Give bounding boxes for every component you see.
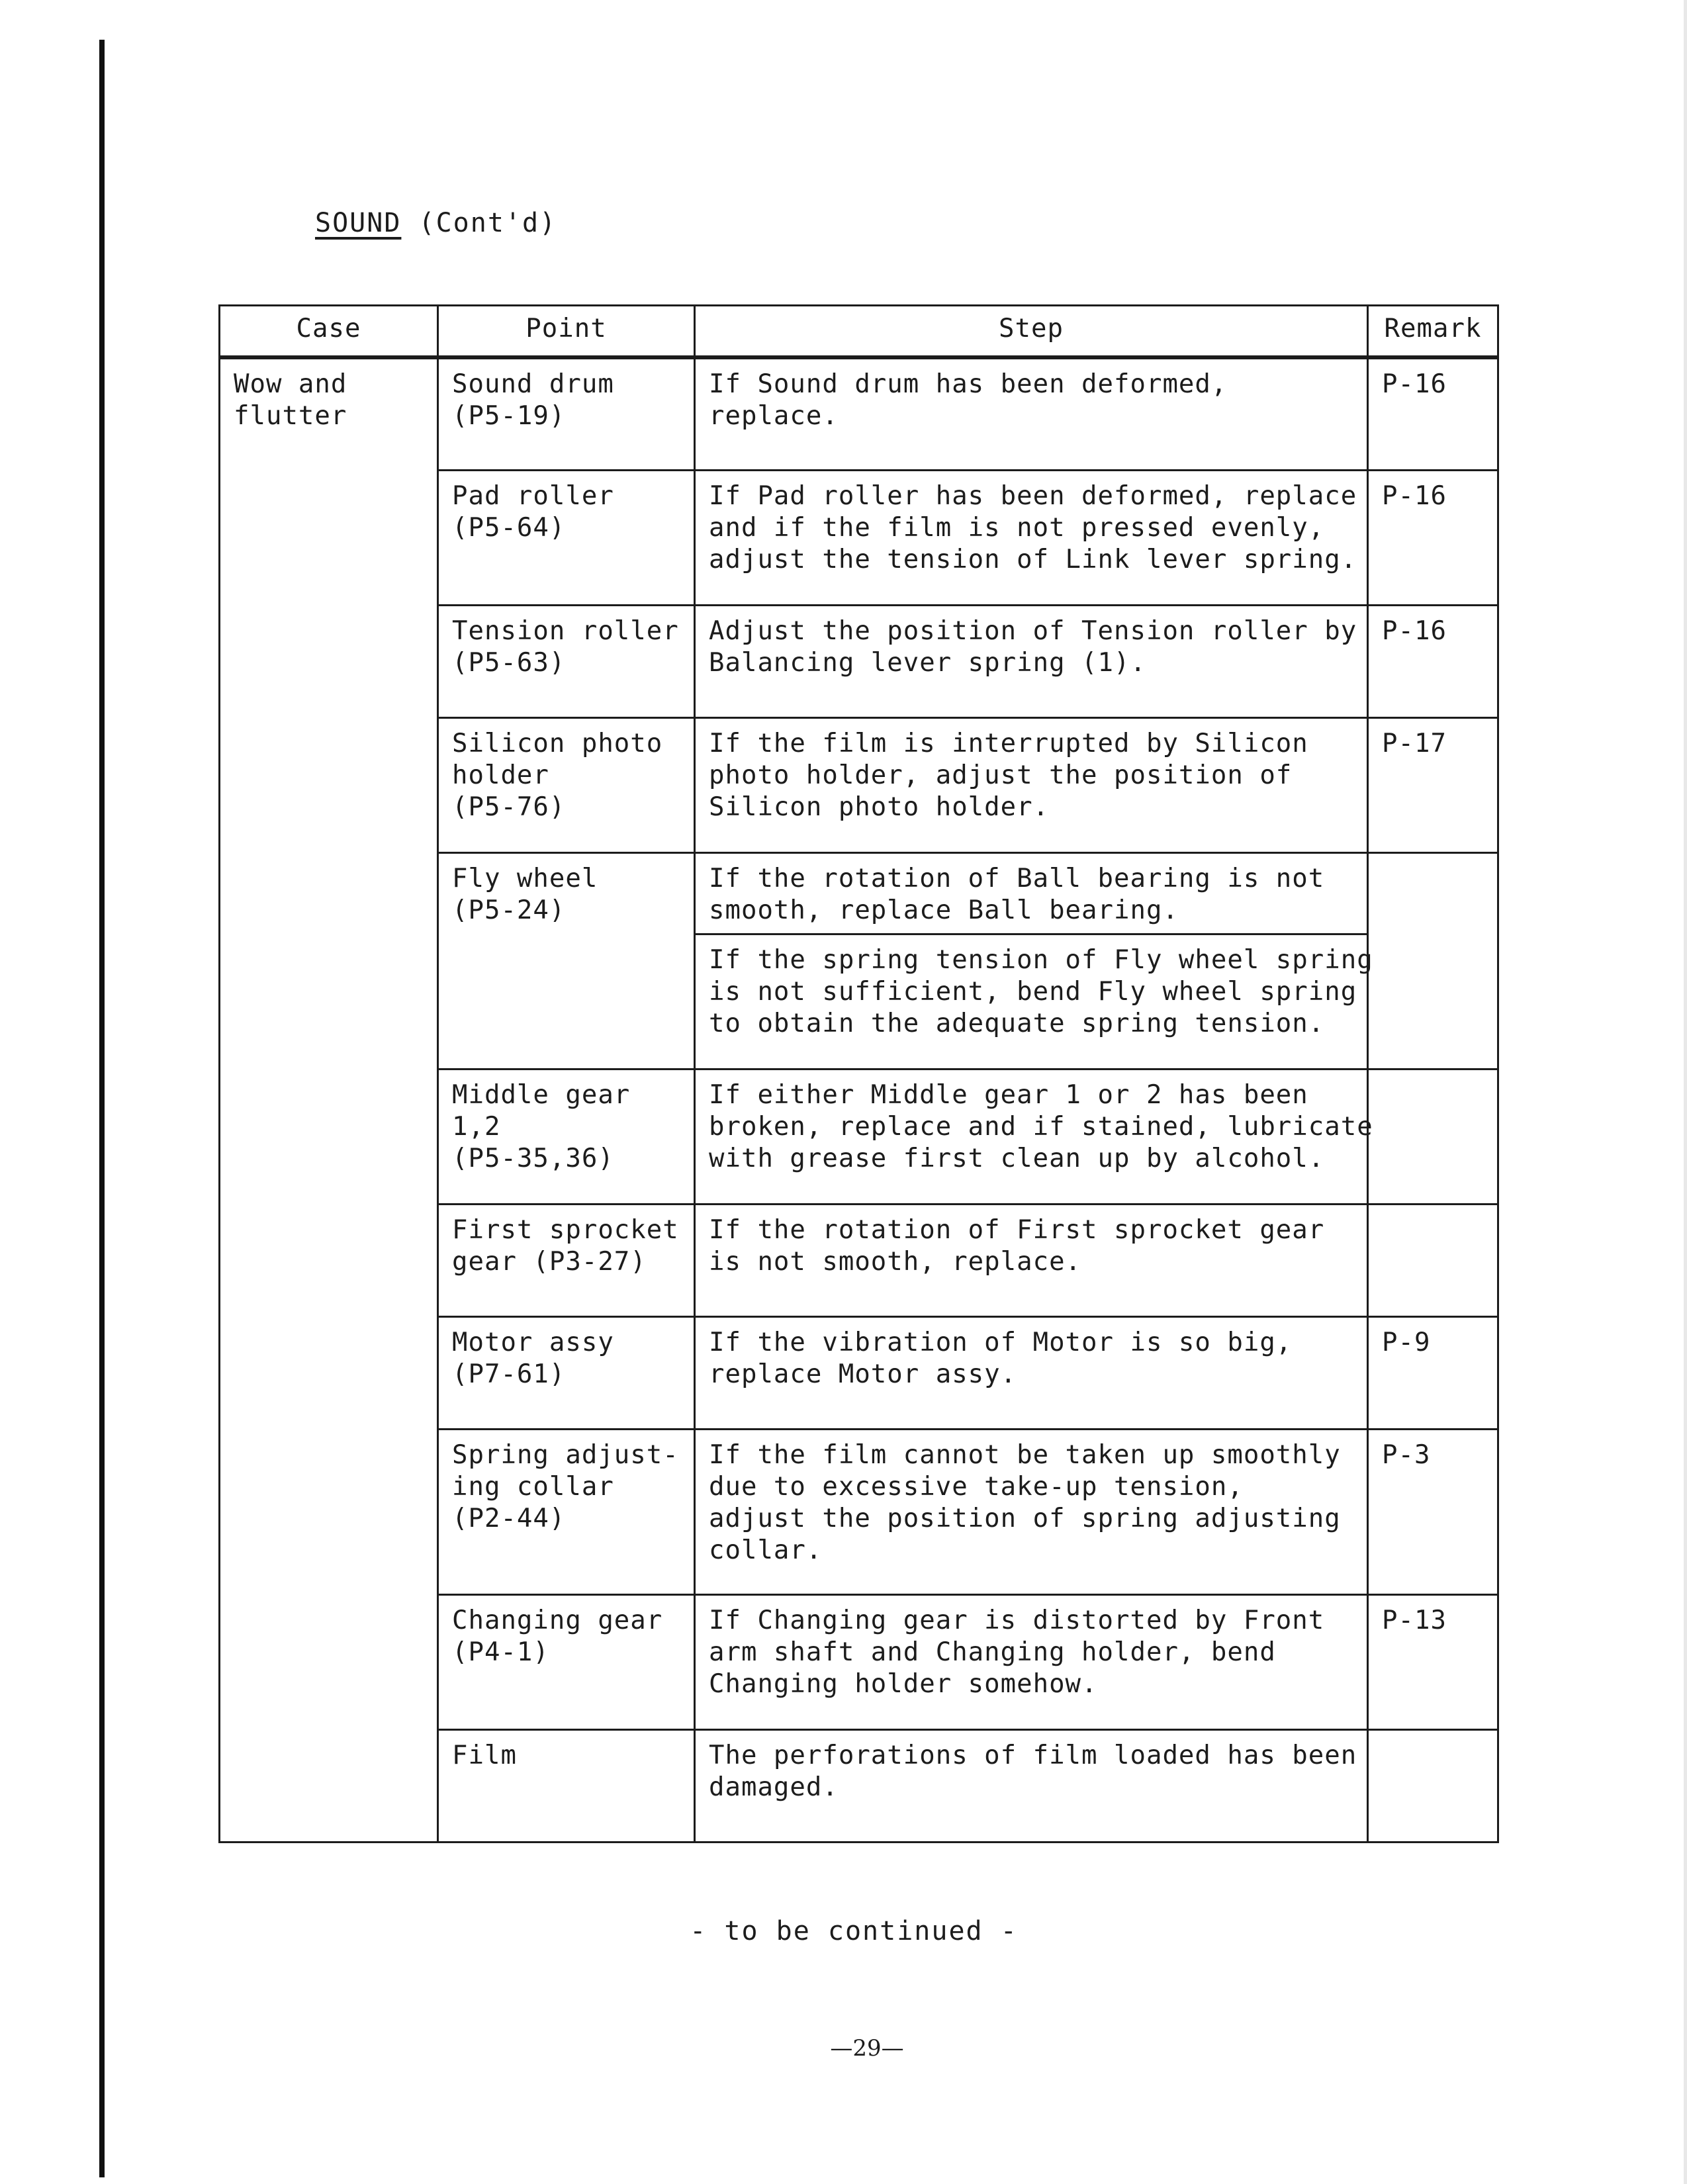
step-cell [695, 934, 1373, 1069]
text-line: Balancing lever spring (1). [709, 647, 1146, 678]
text-line: holder [452, 760, 549, 790]
step-cell [695, 1069, 1373, 1204]
text-line: and if the film is not pressed evenly, [709, 512, 1325, 543]
text-line: (P5-19) [452, 401, 566, 431]
text-line: Silicon photo holder. [709, 792, 1050, 822]
text-line: The perforations of film loaded has been [709, 1740, 1357, 1770]
column-header-point: Point [438, 306, 695, 358]
text-line: adjust the position of spring adjusting [709, 1503, 1341, 1533]
column-header-remark: Remark [1368, 306, 1498, 358]
text-line: Motor assy [452, 1327, 614, 1357]
text-line: (P4-1) [452, 1637, 549, 1667]
text-line: Pad roller [452, 480, 614, 511]
text-line: (P5-24) [452, 895, 566, 925]
text-line: If either Middle gear 1 or 2 has been [709, 1079, 1308, 1110]
point-cell [438, 1594, 695, 1729]
text-line: Changing gear [452, 1605, 663, 1635]
step-cell [695, 1429, 1368, 1594]
case-cell [220, 357, 438, 1842]
remark-cell: P-9 [1368, 1316, 1498, 1429]
remark-cell: P-3 [1368, 1429, 1498, 1594]
text-line: (P7-61) [452, 1359, 566, 1389]
step-cell [695, 1729, 1368, 1842]
text-line: Spring adjust- [452, 1439, 679, 1470]
text-line: If the film cannot be taken up smoothly [709, 1439, 1341, 1470]
text-line: Tension roller [452, 615, 679, 646]
column-header-case: Case [220, 306, 438, 358]
step-cell [695, 605, 1368, 717]
section-title: SOUND [315, 208, 402, 238]
remark-cell [1368, 1729, 1498, 1842]
text-line: due to excessive take-up tension, [709, 1471, 1244, 1502]
text-line: Sound drum [452, 369, 614, 399]
text-line: (P5-63) [452, 647, 566, 678]
text-line: ing collar [452, 1471, 614, 1502]
text-line: If the rotation of First sprocket gear [709, 1214, 1325, 1245]
step-cell [695, 470, 1368, 605]
remark-cell: P-13 [1368, 1594, 1498, 1729]
point-cell [438, 1729, 695, 1842]
text-line: is not sufficient, bend Fly wheel spring [709, 976, 1357, 1007]
text-line: is not smooth, replace. [709, 1246, 1082, 1277]
text-line: If Changing gear is distorted by Front [709, 1605, 1325, 1635]
remark-cell [1368, 1069, 1498, 1204]
remark-cell [1368, 1204, 1498, 1316]
point-cell [438, 357, 695, 470]
text-line: adjust the tension of Link lever spring. [709, 544, 1357, 574]
table-row [220, 357, 1498, 470]
continued-note: - to be continued - [690, 1916, 1018, 1946]
point-cell [438, 470, 695, 605]
text-line: damaged. [709, 1772, 839, 1802]
text-line: 1,2 [452, 1111, 501, 1142]
text-line: If Sound drum has been deformed, [709, 369, 1228, 399]
remark-cell: P-17 [1368, 717, 1498, 852]
scan-edge-right [1684, 0, 1687, 2184]
text-line: First sprocket [452, 1214, 679, 1245]
text-line: flutter [234, 401, 347, 431]
text-line: Wow and [234, 369, 347, 399]
point-cell [438, 1069, 695, 1204]
remark-cell: P-16 [1368, 357, 1498, 470]
text-line: If Pad roller has been deformed, replace [709, 480, 1357, 511]
text-line: replace. [709, 401, 839, 431]
text-line: Silicon photo [452, 728, 663, 758]
text-line: Adjust the position of Tension roller by [709, 615, 1357, 646]
text-line: If the film is interrupted by Silicon [709, 728, 1308, 758]
column-header-step: Step [695, 306, 1368, 358]
step-cell [695, 1594, 1368, 1729]
text-line: gear (P3-27) [452, 1246, 647, 1277]
text-line: collar. [709, 1535, 823, 1565]
text-line: smooth, replace Ball bearing. [709, 895, 1179, 925]
point-cell [438, 1204, 695, 1316]
point-cell [438, 1316, 695, 1429]
section-heading [315, 208, 557, 238]
section-title-suffix: (Cont'd) [418, 208, 557, 238]
remark-cell: P-16 [1368, 605, 1498, 717]
text-line: Changing holder somehow. [709, 1668, 1098, 1699]
text-line: photo holder, adjust the position of [709, 760, 1293, 790]
step-cell [695, 1204, 1368, 1316]
text-line: (P5-76) [452, 792, 566, 822]
text-line: to obtain the adequate spring tension. [709, 1008, 1325, 1038]
step-cell [695, 357, 1368, 470]
text-line: Film [452, 1740, 517, 1770]
troubleshooting-table [218, 304, 1499, 1843]
text-line: (P2-44) [452, 1503, 566, 1533]
point-cell [438, 852, 695, 1069]
remark-cell: P-16 [1368, 470, 1498, 605]
text-line: arm shaft and Changing holder, bend [709, 1637, 1276, 1667]
text-line: replace Motor assy. [709, 1359, 1017, 1389]
text-line: If the spring tension of Fly wheel spring [709, 944, 1373, 975]
point-cell [438, 1429, 695, 1594]
step-cell [695, 852, 1368, 934]
text-line: If the rotation of Ball bearing is not [709, 863, 1325, 893]
text-line: (P5-64) [452, 512, 566, 543]
text-line: Fly wheel [452, 863, 598, 893]
text-line: broken, replace and if stained, lubricate [709, 1111, 1373, 1142]
point-cell [438, 717, 695, 852]
remark-cell [1368, 852, 1498, 1069]
step-cell [695, 1316, 1368, 1429]
step-cell [695, 717, 1368, 852]
text-line: with grease first clean up by alcohol. [709, 1143, 1325, 1173]
point-cell [438, 605, 695, 717]
scan-edge-left [99, 40, 105, 2177]
text-line: If the vibration of Motor is so big, [709, 1327, 1293, 1357]
text-line: Middle gear [452, 1079, 631, 1110]
page-number: —29— [830, 2035, 904, 2062]
table-body [220, 357, 1498, 1842]
table-header-row [220, 306, 1498, 358]
text-line: (P5-35,36) [452, 1143, 614, 1173]
